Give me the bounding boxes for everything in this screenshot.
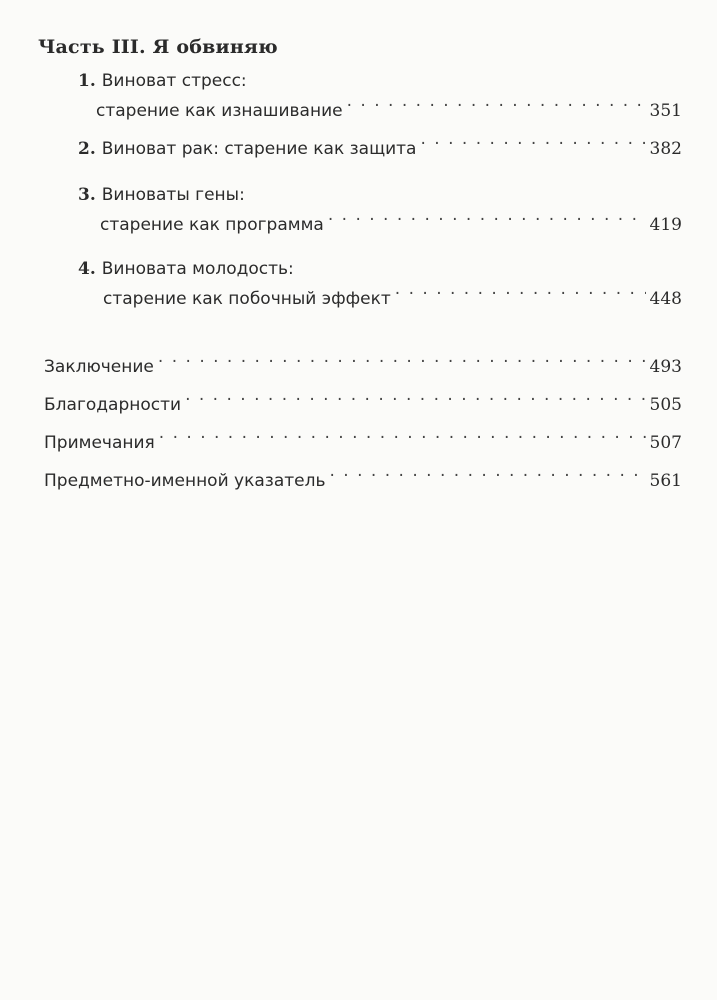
chapter-number: 1.: [78, 71, 96, 91]
dot-leader: [395, 287, 646, 304]
chapter-number: 4.: [78, 259, 96, 279]
dot-leader: [330, 469, 646, 486]
chapter-heading: [78, 134, 682, 164]
page-number: 507: [649, 433, 682, 453]
page-number: 448: [649, 289, 682, 309]
chapter-entry-4: [78, 254, 682, 314]
page-number: 493: [649, 357, 682, 377]
toc-entry-index: [44, 466, 682, 504]
page-number: 561: [649, 471, 682, 491]
dot-leader: [185, 393, 645, 410]
page-number: 382: [649, 139, 682, 159]
page-number: 419: [649, 215, 682, 235]
chapter-number: 2.: [78, 139, 96, 159]
chapter-subtitle-line: [78, 96, 682, 126]
toc-entry-notes: [44, 428, 682, 466]
chapter-title: [78, 134, 416, 164]
chapter-subtitle-line: [78, 210, 682, 240]
dot-leader: [328, 213, 646, 230]
chapter-subtitle: старение как изнашивание: [96, 101, 343, 121]
back-matter-list: [44, 352, 682, 504]
chapter-entry-3: [78, 180, 682, 240]
chapter-heading: [78, 254, 682, 284]
chapter-heading: [78, 180, 682, 210]
dot-leader: [159, 431, 646, 448]
part-title: Часть III. Я обвиняю: [38, 36, 278, 58]
toc-entry-acknowledgements: [44, 390, 682, 428]
toc-entry-conclusion: [44, 352, 682, 390]
toc-entry-title: Примечания: [44, 433, 155, 453]
page-number: 505: [649, 395, 682, 415]
chapter-title: Виноваты гены:: [101, 185, 245, 205]
chapter-entry-1: [78, 66, 682, 126]
toc-entry-title: Заключение: [44, 357, 154, 377]
chapter-heading: [78, 66, 682, 96]
chapter-title-text: Виноват рак: старение как защита: [101, 139, 417, 159]
chapter-subtitle-line: [78, 284, 682, 314]
chapter-subtitle: старение как побочный эффект: [103, 289, 391, 309]
chapter-title: Виноват стресс:: [101, 71, 247, 91]
chapter-entry-2: [78, 134, 682, 164]
page-number: 351: [649, 101, 682, 121]
toc-entry-title: Благодарности: [44, 395, 182, 415]
chapter-title: Виновата молодость:: [101, 259, 294, 279]
dot-leader: [347, 99, 646, 116]
toc-entry-title: Предметно-именной указатель: [44, 471, 326, 491]
dot-leader: [420, 137, 645, 154]
chapter-subtitle: старение как программа: [100, 215, 324, 235]
dot-leader: [158, 355, 646, 372]
chapter-number: 3.: [78, 185, 96, 205]
